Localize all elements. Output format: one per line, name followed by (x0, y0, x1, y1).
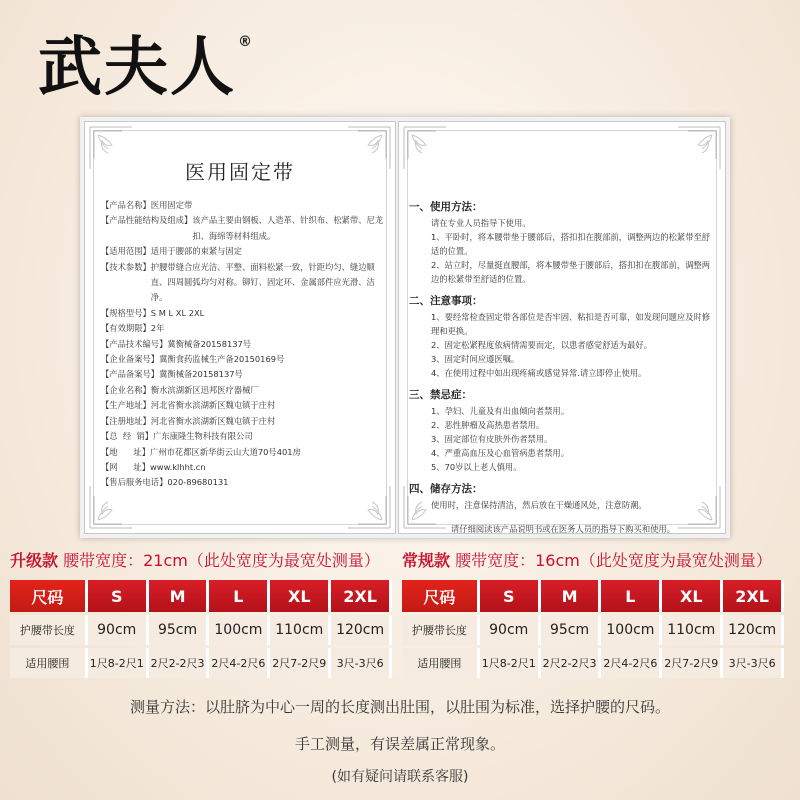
waist-row (10, 648, 392, 678)
waist-cell: 2尺7-2尺9 (662, 648, 723, 678)
length-cell: 95cm (541, 615, 602, 645)
spec-row (101, 337, 387, 352)
instruction-item: 4、严重高血压及心血管病患者禁用。 (431, 448, 570, 458)
waist-cell: 3尺-3尺6 (331, 648, 392, 678)
instruction-footer: 请仔细阅读该产品说明书或在医务人员的指导下购买和使用。 (450, 524, 676, 534)
measurement-error-note: 手工测量，有误差属正常现象。 (294, 735, 505, 753)
instruction-item: 1、要经常检查固定带各部位是否牢固、粘扣是否可靠，如发现问题应及时修理和更换。 (431, 312, 711, 336)
spec-value: 020-89680131 (167, 477, 229, 488)
spec-value: 医用固定带 (150, 200, 193, 210)
spec-value: 适用于腰部的束紧与固定 (150, 246, 243, 257)
spec-row (101, 306, 387, 321)
registered-mark: ® (238, 34, 252, 50)
contact-service-note: (如有疑问请联系客服) (331, 769, 469, 785)
instructions (409, 198, 717, 534)
spec-value: 护腰带缝合应光洁、平整、面料松紧一致，针距均匀、缝边顺直、四周圆弧均匀对称。铆钉、固定环、金属部件应光滑、洁净。 (150, 261, 375, 303)
size-header-row (402, 580, 784, 612)
length-cell: 90cm (480, 615, 541, 645)
spec-row (101, 321, 387, 336)
spec-value: 河北省衡水滨湖新区魏屯镇于庄村 (150, 400, 276, 411)
length-cell: 100cm (209, 615, 270, 645)
spec-value: 冀衡械备20158137号 (159, 369, 243, 380)
spec-row (101, 414, 387, 429)
spec-row (101, 398, 387, 413)
waist-label: 适用腰围 (10, 648, 88, 678)
spec-row (101, 445, 387, 460)
waist-cell: 1尺8-2尺1 (88, 648, 149, 678)
corner-ornament-icon (676, 125, 722, 171)
size-header-m: M (149, 580, 210, 612)
section-heading: 三、禁忌症： (409, 389, 472, 401)
size-header-row (10, 580, 392, 612)
size-header-s: S (480, 580, 541, 612)
spec-key: 【适用范围】 (101, 246, 151, 257)
instruction-item: 使用时，注意保持清洁，然后放在干燥通风处，注意防潮。 (431, 500, 647, 510)
spec-row (101, 198, 387, 213)
spec-value: 广州市花都区新华街云山大道70号401房 (150, 446, 301, 457)
size-header-m: M (541, 580, 602, 612)
spec-row (101, 213, 387, 244)
spec-row (101, 260, 387, 306)
waist-cell: 2尺7-2尺9 (270, 648, 331, 678)
length-cell: 110cm (270, 615, 331, 645)
size-header-xl: XL (662, 580, 723, 612)
instruction-item: 4、在使用过程中如出现疼痛或感觉异常.请立即停止使用。 (431, 368, 647, 378)
size-header-xl: XL (270, 580, 331, 612)
size-header-2xl: 2XL (723, 580, 784, 612)
spec-value: 河北省衡水滨湖新区魏屯镇于庄村 (150, 415, 276, 426)
size-header-s: S (88, 580, 149, 612)
size-header-l: L (209, 580, 270, 612)
section-heading: 二、注意事项： (409, 295, 483, 307)
waist-cell: 1尺8-2尺1 (480, 648, 541, 678)
spec-key: 【规格型号】 (101, 307, 151, 318)
length-label: 护腰带长度 (402, 615, 480, 645)
spec-key: 【产品名称】 (101, 200, 151, 210)
spec-key: 【有效期限】 (101, 323, 151, 334)
spec-row (101, 352, 387, 367)
waist-label: 适用腰围 (402, 648, 480, 678)
spec-key: 【企业备案号】 (101, 354, 160, 365)
length-cell: 100cm (601, 615, 662, 645)
regular-size-title: 常规款 腰带宽度：16cm（此处宽度为最宽处测量） (402, 551, 772, 570)
instruction-item: 2、站立时，尽量挺直腰部，将本腰带垫于腰部后，搭扣扣在腹部前，调整两边的松紧带至舒适的位置。 (431, 260, 711, 284)
length-row (402, 615, 784, 645)
length-cell: 120cm (331, 615, 392, 645)
document-title: 医用固定带 (185, 160, 295, 184)
instruction-item: 1、平卧时，将本腰带垫于腰部后，搭扣扣在腹部前，调整两边的松紧带至舒适的位置。 (431, 232, 711, 256)
waist-cell: 2尺4-2尺6 (601, 648, 662, 678)
spec-row (101, 244, 387, 259)
spec-key: 【售后服务电话】 (101, 477, 168, 488)
spec-key: 【技术参数】 (101, 261, 151, 272)
instruction-booklet (80, 117, 730, 538)
waist-cell: 3尺-3尺6 (723, 648, 784, 678)
spec-key: 【企业名称】 (101, 384, 151, 395)
spec-key: 【产品备案号】 (101, 369, 160, 380)
spec-value: 冀衡械备20158137号 (167, 338, 252, 349)
spec-value: S M L XL 2XL (150, 307, 205, 318)
upgrade-size-title: 升级款 腰带宽度：21cm（此处宽度为最宽处测量） (10, 551, 380, 570)
instruction-item: 3、固定时间应遵医嘱。 (431, 354, 520, 364)
spec-value: 广东康隆生物科技有限公司 (153, 431, 253, 442)
waist-cell: 2尺4-2尺6 (209, 648, 270, 678)
spec-value: 该产品主要由钢板、人造革、针织布、松紧带、尼龙扣、海绵等材料组成。 (192, 215, 384, 241)
spec-key: 【产品性能结构及组成】 (101, 215, 193, 226)
spec-value: 2年 (150, 323, 165, 334)
brand-name: 武夫人 (38, 31, 236, 105)
size-header-2xl: 2XL (331, 580, 392, 612)
regular-size-table (402, 580, 784, 678)
spec-key: 【产品技术编号】 (101, 338, 168, 349)
length-label: 护腰带长度 (10, 615, 88, 645)
length-cell: 120cm (723, 615, 784, 645)
measure-method-note: 测量方法：以肚脐为中心一周的长度测出肚围，以肚围为标准，选择护腰的尺码。 (129, 698, 670, 716)
brand-logo (38, 28, 252, 108)
length-cell: 110cm (662, 615, 723, 645)
corner-ornament-icon (402, 125, 448, 171)
corner-ornament-icon (88, 484, 134, 530)
size-header-label: 尺码 (402, 580, 480, 612)
spec-value: www.klhht.cn (150, 461, 206, 472)
spec-list (101, 198, 387, 491)
spec-key: 【总 经 销】 (101, 431, 154, 442)
instruction-item: 2、固定松紧程度依病情需要而定，以患者感觉舒适为最好。 (431, 340, 652, 350)
spec-key: 【地 址】 (101, 446, 151, 457)
length-cell: 95cm (149, 615, 210, 645)
spec-value: 衡水滨湖新区迅邦医疗器械厂 (150, 384, 259, 395)
size-header-label: 尺码 (10, 580, 88, 612)
booklet-right-page (398, 121, 726, 534)
spec-key: 【网 址】 (101, 461, 151, 472)
instruction-item: 3、固定部位有皮肤外伤者禁用。 (431, 434, 553, 444)
section-heading: 四、储存方法： (409, 483, 483, 495)
spec-row (101, 383, 387, 398)
spec-row (101, 367, 387, 382)
waist-row (402, 648, 784, 678)
instruction-item: 2、恶性肿瘤及高热患者禁用。 (431, 420, 545, 430)
length-row (10, 615, 392, 645)
booklet-left-page (84, 121, 396, 534)
size-header-l: L (601, 580, 662, 612)
spec-key: 【注册地址】 (101, 415, 151, 426)
waist-cell: 2尺2-2尺3 (149, 648, 210, 678)
spec-value: 冀衡食药监械生产备20150169号 (159, 354, 285, 365)
length-cell: 90cm (88, 615, 149, 645)
spec-row (101, 429, 387, 444)
section-heading: 一、使用方法： (409, 201, 483, 213)
waist-cell: 2尺2-2尺3 (541, 648, 602, 678)
spec-row (101, 475, 387, 490)
upgrade-size-table (10, 580, 392, 678)
instruction-item: 5、70岁以上老人慎用。 (431, 462, 522, 472)
spec-row (101, 460, 387, 475)
instruction-item: 请在专业人员指导下使用。 (431, 218, 531, 228)
corner-ornament-icon (346, 484, 392, 530)
spec-key: 【生产地址】 (101, 400, 151, 411)
instruction-item: 1、孕妇、儿童及有出血倾向者禁用。 (431, 406, 570, 416)
